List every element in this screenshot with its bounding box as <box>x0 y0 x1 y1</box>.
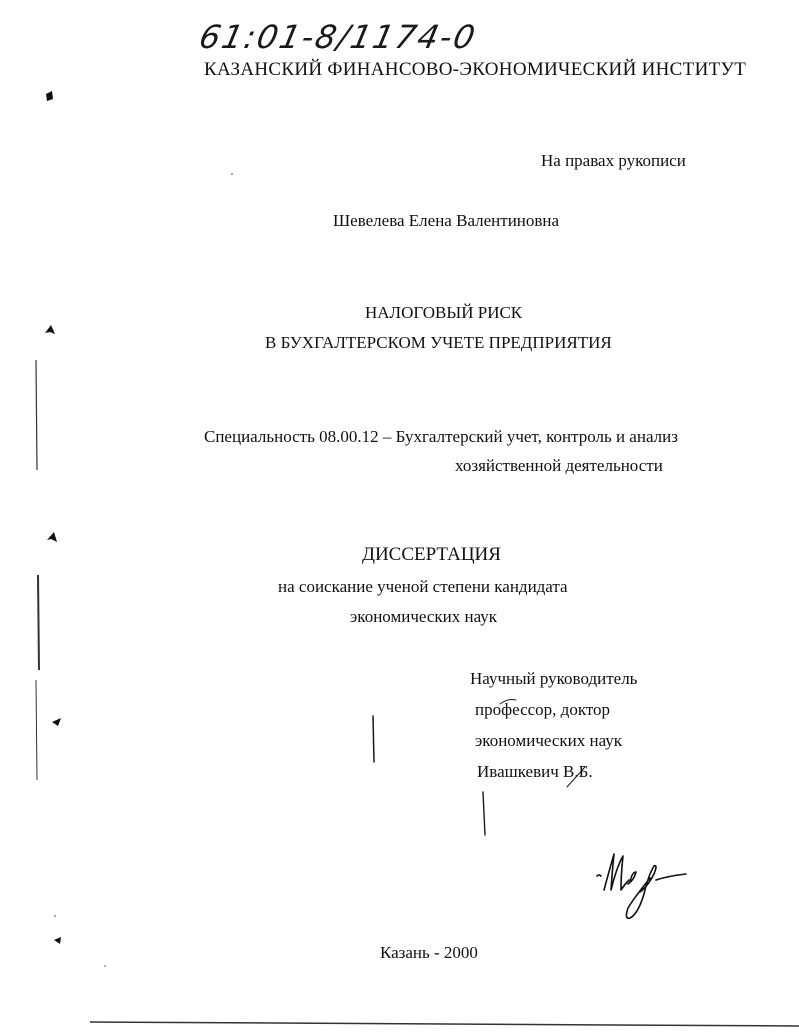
handwritten-archive-number: 61:01-8/1174-0 <box>195 18 481 56</box>
supervisor-field: экономических наук <box>475 731 623 750</box>
rights-note: На правах рукописи <box>541 151 686 170</box>
supervisor-label: Научный руководитель <box>470 669 638 688</box>
degree-line-1: на соискание ученой степени кандидата <box>278 577 568 596</box>
thesis-title-line-1: НАЛОГОВЫЙ РИСК <box>365 303 523 322</box>
pen-strokes <box>373 700 585 836</box>
work-type: ДИССЕРТАЦИЯ <box>362 544 501 565</box>
specialty-line-1: Специальность 08.00.12 – Бухгалтерский учет, контроль и анализ <box>204 427 678 446</box>
scan-specks <box>54 173 233 967</box>
binding-mark-3 <box>47 532 57 542</box>
margin-edge-lines <box>36 360 799 1026</box>
supervisor-rank: профессор, доктор <box>475 700 611 719</box>
institute-name: КАЗАНСКИЙ ФИНАНСОВО-ЭКОНОМИЧЕСКИЙ ИНСТИТУТ <box>204 59 747 80</box>
city-year: Казань - 2000 <box>380 943 478 962</box>
binding-mark-1 <box>46 91 53 101</box>
specialty-line-2: хозяйственной деятельности <box>455 456 663 475</box>
degree-line-2: экономических наук <box>350 607 498 626</box>
binding-mark-5 <box>54 937 61 944</box>
binding-mark-2 <box>45 325 55 334</box>
binding-marks <box>45 91 61 944</box>
supervisor-name: Ивашкевич В.Б. <box>477 762 593 781</box>
binding-mark-4 <box>52 718 61 726</box>
signature-drawing <box>597 854 686 918</box>
thesis-title-line-2: В БУХГАЛТЕРСКОМ УЧЕТЕ ПРЕДПРИЯТИЯ <box>265 333 612 352</box>
author-name: Шевелева Елена Валентиновна <box>333 211 560 230</box>
